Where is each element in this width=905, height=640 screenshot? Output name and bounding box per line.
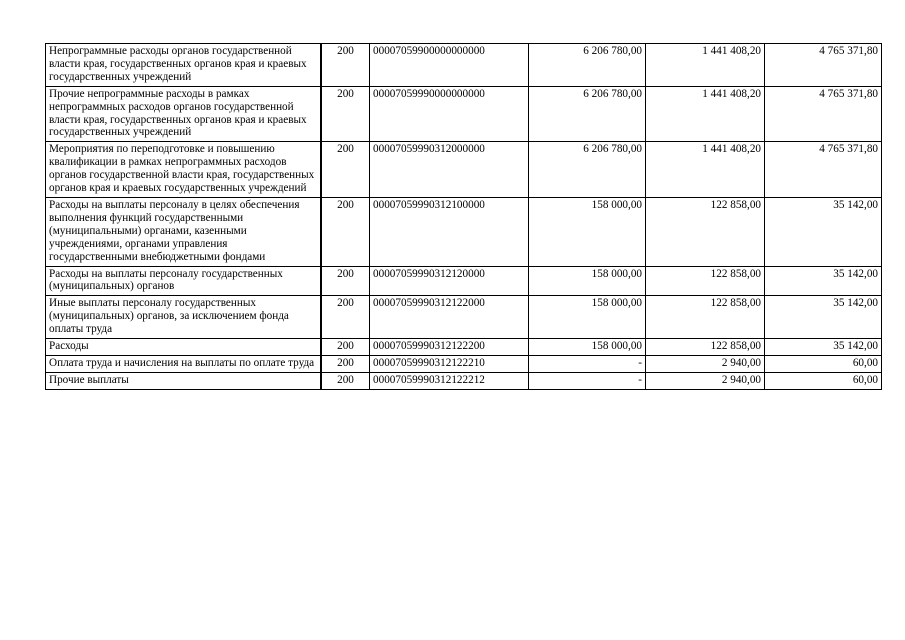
budget-classification-code-cell: 00007059990000000000 [370, 86, 529, 142]
unexecuted-amount-cell: 4 765 371,80 [765, 44, 882, 87]
budget-classification-code-cell: 00007059990312122210 [370, 355, 529, 372]
budget-classification-code-cell: 00007059900000000000 [370, 44, 529, 87]
budget-classification-code-cell: 00007059990312122200 [370, 339, 529, 356]
line-code-cell: 200 [321, 142, 370, 198]
table-row [46, 142, 882, 198]
budget-classification-code-cell: 00007059990312122212 [370, 372, 529, 389]
approved-amount-cell: 6 206 780,00 [529, 44, 646, 87]
approved-amount-cell: 158 000,00 [529, 197, 646, 266]
table-row [46, 197, 882, 266]
expense-name-cell: Прочие выплаты [46, 372, 322, 389]
unexecuted-amount-cell: 60,00 [765, 355, 882, 372]
executed-amount-cell: 122 858,00 [646, 296, 765, 339]
approved-amount-cell: 6 206 780,00 [529, 142, 646, 198]
executed-amount-cell: 122 858,00 [646, 197, 765, 266]
table-row [46, 44, 882, 87]
unexecuted-amount-cell: 35 142,00 [765, 197, 882, 266]
table-row [46, 86, 882, 142]
executed-amount-cell: 122 858,00 [646, 339, 765, 356]
budget-classification-code-cell: 00007059990312100000 [370, 197, 529, 266]
table-row [46, 339, 882, 356]
line-code-cell: 200 [321, 197, 370, 266]
unexecuted-amount-cell: 4 765 371,80 [765, 142, 882, 198]
approved-amount-cell: 158 000,00 [529, 266, 646, 296]
table-row [46, 372, 882, 389]
budget-classification-code-cell: 00007059990312122000 [370, 296, 529, 339]
expense-name-cell: Расходы на выплаты персоналу в целях обеспечения выполнения функций государственными (муниципальными) органами, казенными учреждениями, органами управления государственными внебюджетными фондами [46, 197, 322, 266]
line-code-cell: 200 [321, 339, 370, 356]
line-code-cell: 200 [321, 296, 370, 339]
expense-name-cell: Оплата труда и начисления на выплаты по оплате труда [46, 355, 322, 372]
executed-amount-cell: 1 441 408,20 [646, 142, 765, 198]
line-code-cell: 200 [321, 44, 370, 87]
line-code-cell: 200 [321, 266, 370, 296]
budget-classification-code-cell: 00007059990312120000 [370, 266, 529, 296]
expense-name-cell: Иные выплаты персоналу государственных (муниципальных) органов, за исключением фонда оплаты труда [46, 296, 322, 339]
executed-amount-cell: 1 441 408,20 [646, 86, 765, 142]
executed-amount-cell: 2 940,00 [646, 372, 765, 389]
unexecuted-amount-cell: 35 142,00 [765, 296, 882, 339]
executed-amount-cell: 2 940,00 [646, 355, 765, 372]
line-code-cell: 200 [321, 86, 370, 142]
table-body [46, 44, 882, 390]
budget-execution-table [45, 43, 882, 390]
unexecuted-amount-cell: 35 142,00 [765, 266, 882, 296]
table-row [46, 296, 882, 339]
approved-amount-cell: - [529, 355, 646, 372]
budget-classification-code-cell: 00007059990312000000 [370, 142, 529, 198]
executed-amount-cell: 122 858,00 [646, 266, 765, 296]
approved-amount-cell: 6 206 780,00 [529, 86, 646, 142]
approved-amount-cell: 158 000,00 [529, 339, 646, 356]
unexecuted-amount-cell: 60,00 [765, 372, 882, 389]
unexecuted-amount-cell: 4 765 371,80 [765, 86, 882, 142]
approved-amount-cell: - [529, 372, 646, 389]
table-row [46, 266, 882, 296]
unexecuted-amount-cell: 35 142,00 [765, 339, 882, 356]
table-row [46, 355, 882, 372]
line-code-cell: 200 [321, 372, 370, 389]
line-code-cell: 200 [321, 355, 370, 372]
executed-amount-cell: 1 441 408,20 [646, 44, 765, 87]
expense-name-cell: Мероприятия по переподготовке и повышению квалификации в рамках непрограммных расходов органов государственной власти края, государственных органов края и краевых государственных учреждений [46, 142, 322, 198]
approved-amount-cell: 158 000,00 [529, 296, 646, 339]
expense-name-cell: Прочие непрограммные расходы в рамках непрограммных расходов органов государственной власти края, государственных органов края и краевых государственных учреждений [46, 86, 322, 142]
expense-name-cell: Непрограммные расходы органов государственной власти края, государственных органов края и краевых государственных учреждений [46, 44, 322, 87]
expense-name-cell: Расходы [46, 339, 322, 356]
expense-name-cell: Расходы на выплаты персоналу государственных (муниципальных) органов [46, 266, 322, 296]
